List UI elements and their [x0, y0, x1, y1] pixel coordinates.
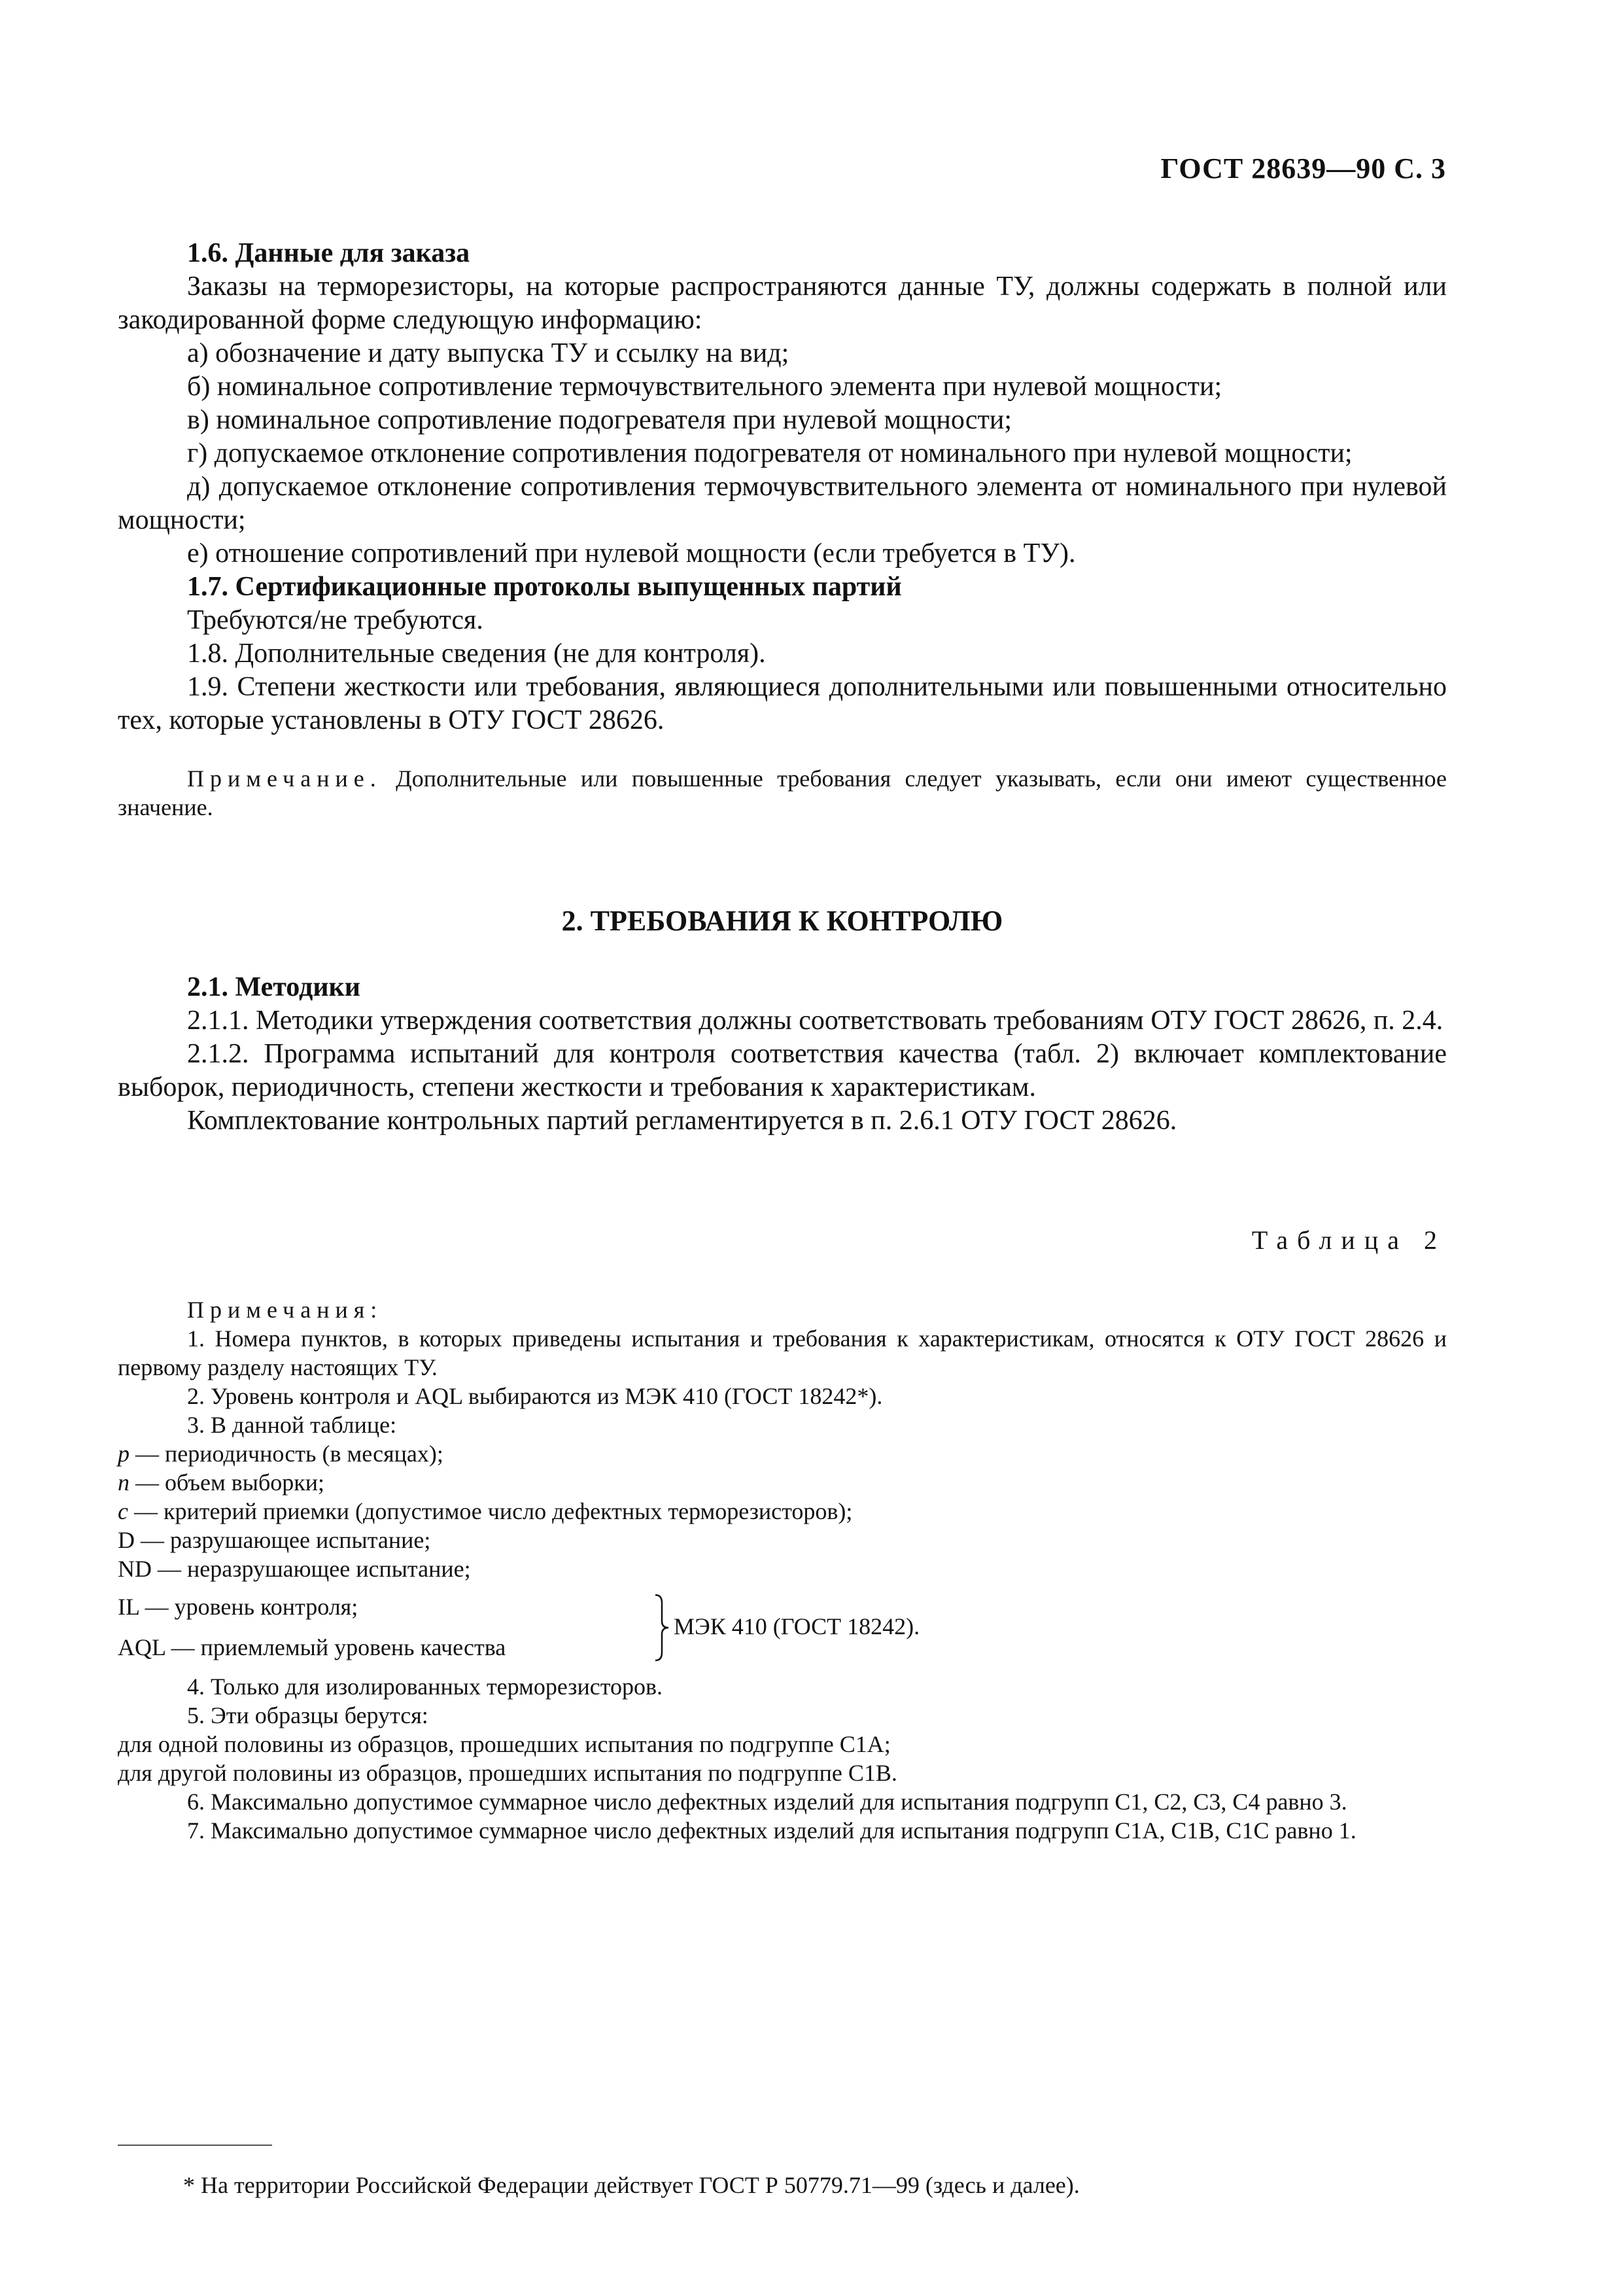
- table-caption: Таблица 2: [1251, 1225, 1446, 1255]
- def-nd: ND — неразрушающее испытание;: [118, 1556, 471, 1582]
- s16-item-d: д) допускаемое отклонение сопротивления термочувствительного элемента от номинального при нулевой мощности;: [118, 472, 1447, 535]
- s17-title: 1.7. Сертификационные протоколы выпущенных партий: [187, 572, 902, 602]
- def-n-text: — объем выборки;: [130, 1469, 325, 1496]
- il-aql-group: [118, 1592, 1447, 1663]
- brace-reference: МЭК 410 (ГОСТ 18242).: [674, 1613, 920, 1639]
- note-item-5a: для одной половины из образцов, прошедших испытания по подгруппе С1А;: [118, 1731, 891, 1757]
- s16-item-b: б) номинальное сопротивление термочувствительного элемента при нулевой мощности;: [187, 372, 1222, 402]
- s19-text: 1.9. Степени жесткости или требования, являющиеся дополнительными или повышенными относительно тех, которые установлены в ОТУ ГОСТ 28626.: [118, 672, 1447, 735]
- note-1-label: Примечание.: [187, 765, 382, 792]
- def-c-symbol: c: [118, 1498, 128, 1524]
- table-notes: [118, 1295, 1447, 1845]
- def-p-text: — периодичность (в месяцах);: [130, 1441, 443, 1467]
- note-item-7: 7. Максимально допустимое суммарное число дефектных изделий для испытания подгрупп С1А, С1В, С1С равно 1.: [187, 1817, 1356, 1844]
- s16-item-e: е) отношение сопротивлений при нулевой мощности (если требуется в ТУ).: [187, 538, 1076, 569]
- note-item-4: 4. Только для изолированных терморезисторов.: [187, 1673, 663, 1700]
- note-1: [118, 764, 1447, 822]
- s21-p1: 2.1.1. Методики утверждения соответствия должны соответствовать требованиям ОТУ ГОСТ 28626, п. 2.4.: [187, 1006, 1443, 1036]
- note-1-text: Дополнительные или повышенные требования следует указывать, если они имеют существенное значение.: [118, 765, 1447, 820]
- s21-p2: 2.1.2. Программа испытаний для контроля соответствия качества (табл. 2) включает комплектование выборок, периодичность, степени жесткости и требования к характеристикам.: [118, 1039, 1447, 1102]
- notes-label: Примечания:: [187, 1297, 383, 1323]
- s16-item-g: г) допускаемое отклонение сопротивления подогревателя от номинального при нулевой мощности;: [187, 438, 1353, 468]
- s18-text: 1.8. Дополнительные сведения (не для контроля).: [187, 639, 766, 669]
- section-1-6-to-1-9: [118, 237, 1447, 737]
- def-aql: AQL — приемлемый уровень качества: [118, 1634, 506, 1660]
- def-c: [118, 1497, 1447, 1526]
- def-p-symbol: p: [118, 1441, 130, 1467]
- page-header: ГОСТ 28639—90 С. 3: [1160, 152, 1446, 184]
- s21-title: 2.1. Методики: [187, 972, 360, 1002]
- def-n-symbol: n: [118, 1469, 130, 1496]
- right-brace-icon: [653, 1592, 671, 1663]
- s16-item-v: в) номинальное сопротивление подогревателя при нулевой мощности;: [187, 405, 1012, 435]
- section-2-title: 2. ТРЕБОВАНИЯ К КОНТРОЛЮ: [561, 905, 1003, 937]
- s21-p3: Комплектование контрольных партий регламентируется в п. 2.6.1 ОТУ ГОСТ 28626.: [187, 1106, 1177, 1136]
- note-item-5b: для другой половины из образцов, прошедших испытания по подгруппе С1В.: [118, 1760, 897, 1786]
- def-n: [118, 1468, 1447, 1497]
- note-item-6: 6. Максимально допустимое суммарное число дефектных изделий для испытания подгрупп С1, С2, С3, С4 равно 3.: [187, 1789, 1347, 1815]
- note-item-1: 1. Номера пунктов, в которых приведены испытания и требования к характеристикам, относятся к ОТУ ГОСТ 28626 и первому разделу настоящих ТУ.: [118, 1325, 1447, 1380]
- def-c-text: — критерий приемки (допустимое число дефектных терморезисторов);: [128, 1498, 853, 1524]
- def-il: IL — уровень контроля;: [118, 1594, 358, 1620]
- s16-intro: Заказы на терморезисторы, на которые распространяются данные ТУ, должны содержать в полной или закодированной форме следующую информацию:: [118, 272, 1447, 335]
- note-item-5: 5. Эти образцы берутся:: [187, 1702, 428, 1728]
- note-item-2: 2. Уровень контроля и AQL выбираются из МЭК 410 (ГОСТ 18242*).: [187, 1383, 883, 1409]
- s16-item-a: а) обозначение и дату выпуска ТУ и ссылку на вид;: [187, 338, 789, 368]
- s16-title: 1.6. Данные для заказа: [187, 238, 470, 268]
- note-item-3: 3. В данной таблице:: [187, 1412, 397, 1438]
- footnote-rule: [118, 2145, 272, 2146]
- def-p: [118, 1439, 1447, 1468]
- footnote: * На территории Российской Федерации действует ГОСТ Р 50779.71—99 (здесь и далее).: [183, 2172, 1080, 2198]
- def-d: D — разрушающее испытание;: [118, 1527, 431, 1553]
- section-2-1: [118, 971, 1447, 1138]
- s17-text: Требуются/не требуются.: [187, 605, 483, 635]
